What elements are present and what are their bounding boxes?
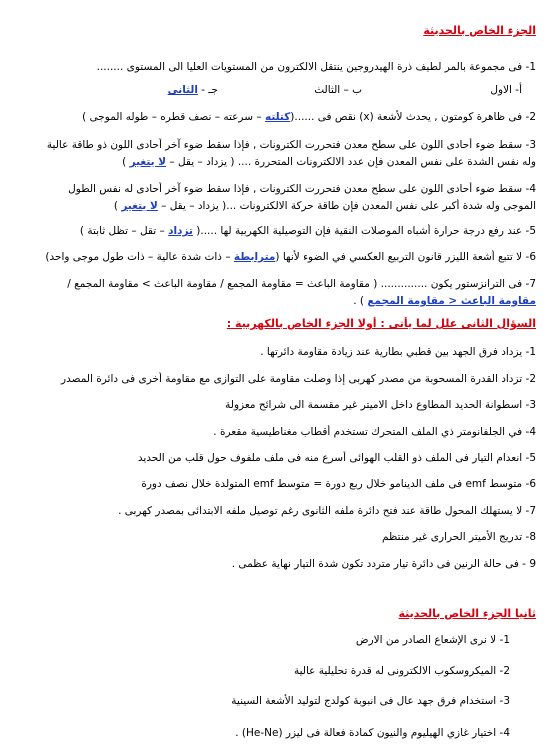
answer-6: مترابطة bbox=[233, 251, 276, 263]
question-7-line-2: مقاومة الباعث < مقاومة المجمع ) . bbox=[353, 295, 536, 307]
reason-item-7: 7- لا يستهلك المحول طاقة عند فتح دائرة ملفه الثانوى رغم توصيل ملفه الابتدائى بمصدر كهربى . bbox=[118, 505, 536, 517]
question-6: 6- لا تتبع أشعة الليزر قانون التربيع العكسي في الضوء لأنها (مترابطة – ذات شدة عالية – ذات طول موجى واحد) bbox=[45, 251, 536, 263]
reason-item-6: 6- متوسط emf فى ملف الدينامو خلال ربع دورة = متوسط emf المتولدة خلال نصف دورة bbox=[141, 478, 536, 490]
reason-item-3: 3- اسطوانة الحديد المطاوع داخل الاميتر غير مقسمة الى شرائح معزولة bbox=[225, 399, 536, 411]
question-1: 1- فى مجموعة بالمر لطيف ذرة الهيدروجين ينتقل الالكترون من المستويات العليا الى المستوى ........ bbox=[96, 61, 536, 73]
reason-item-1: 1- يزداد فرق الجهد بين قطبي بطارية عند زيادة مقاومة دائرتها . bbox=[260, 346, 536, 358]
answer-3: لا يتغير bbox=[129, 156, 167, 168]
reason-item-9: 9 - فى حالة الرنين فى دائرة تيار متردد تكون شدة التيار نهاية عظمى . bbox=[231, 558, 536, 570]
reason-item-8: 8- تدريج الأميتر الحرارى غير منتظم bbox=[382, 531, 536, 543]
question-4-line-2: الموجى وله شدة أكبر على نفس المعدن فإن طاقة حركة الالكترونات ...( يزداد – يقل – لا يتغير ) bbox=[113, 200, 536, 212]
question-2: 2- فى ظاهرة كومتون , يحدث لأشعة (x) نقص فى ......(كتلته – سرعته – نصف قطره – طوله الموجى ) bbox=[82, 111, 536, 123]
choice-c: جـ - الثانى bbox=[167, 84, 218, 96]
answer-2: كتلته bbox=[264, 111, 291, 123]
reason-item-4: 4- في الجلفانومتر ذي الملف المتحرك تستخدم أقطاب مغناطيسية مقعرة . bbox=[213, 426, 536, 438]
answer-4: لا يتغير bbox=[121, 200, 158, 212]
modern-item-2: 2- الميكروسكوب الالكترونى له قدرة تحليلية عالية bbox=[293, 665, 510, 677]
question-3-line-2: وله نفس الشدة على نفس المعدن فإن عدد الالكترونات المتحررة .... ( يزداد – يقل – لا يتغير ) bbox=[122, 156, 536, 168]
choice-a: أ- الاول bbox=[490, 84, 522, 96]
choice-c-answer: الثانى bbox=[167, 84, 198, 96]
modern-item-1: 1- لا نرى الإشعاع الصادر من الارض bbox=[355, 634, 510, 646]
answer-7: مقاومة الباعث < مقاومة المجمع bbox=[367, 295, 536, 307]
section2-title: السؤال الثانى علل لما يأتى : أولا الجزء الخاص بالكهربية : bbox=[226, 317, 536, 330]
modern-item-4: 4- اختيار غازي الهيليوم والنيون كمادة فعالة فى ليزر (He-Ne) . bbox=[235, 727, 510, 739]
section1-title: الجزء الخاص بالحديثة bbox=[423, 24, 536, 37]
question-7-line-1: 7- فى الترانزستور يكون .............. ( مقاومة الباعث = مقاومة المجمع / مقاومة الباعث > مقاومة المجمع / bbox=[67, 278, 536, 290]
reason-item-5: 5- انعدام التيار فى الملف ذو القلب الهوائى أسرع منه فى ملف ملفوف حول قلب من الحديد bbox=[137, 452, 536, 464]
answer-5: تزداد bbox=[168, 225, 193, 237]
modern-item-3: 3- استخدام فرق جهد عال فى انبوبة كولدج لتوليد الأشعة السينية bbox=[231, 695, 510, 707]
reason-item-2: 2- تزداد القدرة المسحوبة من مصدر كهربى إذا وصلت مقاومة على التوازى مع مقاومة أخرى فى دائرة المصدر bbox=[61, 373, 536, 385]
section3-title: ثانيا الجزء الخاص بالحديثة bbox=[398, 607, 536, 620]
question-4-line-1: 4- سقط ضوء أحادى اللون على سطح معدن فتحررت الكترونات , فإذا سقط ضوء آخر أحادى له نفس الطول bbox=[68, 183, 536, 195]
question-5: 5- عند رفع درجة حرارة أشباه الموصلات النقية فإن التوصيلية الكهربية لها .....( تزداد – تقل – تظل ثابتة ) bbox=[79, 225, 536, 237]
choice-b: ب – الثالث bbox=[314, 84, 362, 96]
question-3-line-1: 3- سقط ضوء أحادى اللون على سطح معدن فتحررت الكترونات , فإذا سقط ضوء آخر أحادى اللون ذو طاقة عالية bbox=[46, 139, 536, 151]
